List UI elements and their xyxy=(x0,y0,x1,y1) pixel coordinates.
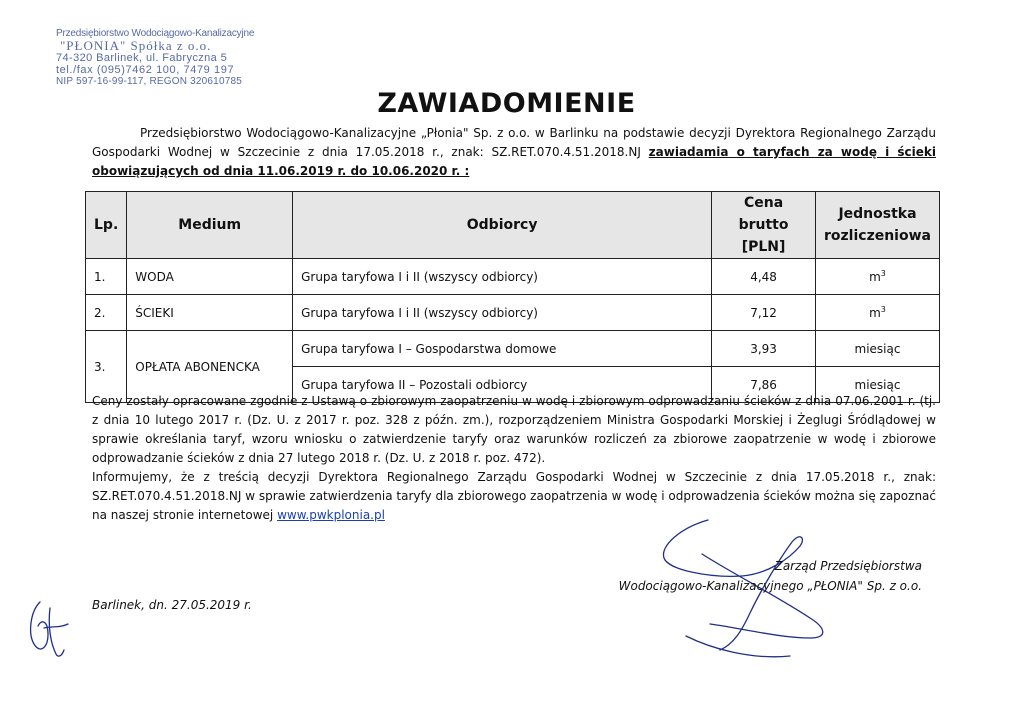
table-row xyxy=(86,295,940,331)
intro-emphasis: zawiadamia o taryfach za wodę i ścieki obowiązujących od dnia 11.06.2019 r. do 10.06.2020 r. : xyxy=(92,145,937,178)
intro-paragraph xyxy=(92,124,936,181)
stamp-line-4: tel./fax (095)7462 100, 7479 197 xyxy=(56,64,235,76)
stamp-line-2: "PŁONIA" Spółka z o.o. xyxy=(60,38,212,53)
row-lp: 2. xyxy=(86,295,127,331)
header-jednostka-line1: Jednostka xyxy=(838,206,917,222)
unit-sup: 3 xyxy=(880,305,886,314)
row-medium: WODA xyxy=(127,259,293,295)
paragraph-legal-basis: Ceny zostały opracowane zgodnie z Ustawą o zbiorowym zaopatrzeniu w wodę i zbiorowym odprowadzaniu ścieków z dnia 07.06.2001 r. (tj. z dnia 10 lutego 2017 r. (Dz. U. z 2017 r. poz. 328 z późn. zm.), rozporządzeniem Ministra Gospodarki Morskiej i Żeglugi Śródlądowej w sprawie określania taryf, wzoru wniosku o zatwierdzenie taryfy oraz warunków rozliczeń za zbiorowe zaopatrzenie w wodę i zbiorowe odprowadzanie ścieków z dnia 27 lutego 2018 r. (Dz. U. z 2018 r. poz. 472). xyxy=(92,394,936,465)
unit-text: m xyxy=(869,306,881,320)
row-lp: 3. xyxy=(86,331,127,403)
row-jednostka xyxy=(816,259,940,295)
row-odbiorcy: Grupa taryfowa II – Pozostali odbiorcy xyxy=(293,367,712,403)
website-link[interactable]: www.pwkplonia.pl xyxy=(277,508,385,522)
row-medium: OPŁATA ABONENCKA xyxy=(127,331,293,403)
body-text xyxy=(92,392,936,525)
row-jednostka: miesiąc xyxy=(816,367,940,403)
paragraph-information xyxy=(92,468,936,525)
document-title: ZAWIADOMIENIE xyxy=(377,88,636,119)
row-jednostka: miesiąc xyxy=(816,331,940,367)
signature-line-1: Zarząd Przedsiębiorstwa xyxy=(774,559,922,573)
row-odbiorcy: Grupa taryfowa I i II (wszyscy odbiorcy) xyxy=(293,295,712,331)
tariff-table xyxy=(85,191,940,403)
header-jednostka xyxy=(816,192,940,259)
stamp-line-1: Przedsiębiorstwo Wodociągowo-Kanalizacyjne xyxy=(56,28,255,39)
row-cena: 4,48 xyxy=(712,259,816,295)
row-cena: 7,86 xyxy=(712,367,816,403)
header-cena-line2: [PLN] xyxy=(741,239,786,255)
signature-line-2: Wodociągowo-Kanalizacyjnego „PŁONIA" Sp. z o.o. xyxy=(618,579,922,593)
company-stamp xyxy=(56,28,276,88)
header-medium: Medium xyxy=(127,192,293,259)
intro-text: Przedsiębiorstwo Wodociągowo-Kanalizacyjne „Płonia" Sp. z o.o. w Barlinku na podstawie decyzji Dyrektora Regionalnego Zarządu Gospodarki Wodnej w Szczecinie z dnia 17.05.2018 r., znak: SZ.RET.070.4.51.2018.NJ xyxy=(92,126,936,159)
row-medium: ŚCIEKI xyxy=(127,295,293,331)
stamp-line-5: NIP 597-16-99-117, REGON 320610785 xyxy=(56,76,242,87)
header-odbiorcy: Odbiorcy xyxy=(293,192,712,259)
paragraph-information-text: Informujemy, że z treścią decyzji Dyrektora Regionalnego Zarządu Gospodarki Wodnej w Szczecinie z dnia 17.05.2018 r., znak: SZ.RET.070.4.51.2018.NJ w sprawie zatwierdzenia taryfy dla zbiorowego zaopatrzenia w wodę i odprowadzenia ścieków można się zapoznać na naszej stronie internetowej xyxy=(92,470,936,522)
header-lp: Lp. xyxy=(86,192,127,259)
signature-block xyxy=(612,556,922,596)
stamp-line-3: 74-320 Barlinek, ul. Fabryczna 5 xyxy=(56,52,228,64)
row-jednostka xyxy=(816,295,940,331)
header-jednostka-line2: rozliczeniowa xyxy=(824,228,931,244)
place-and-date: Barlinek, dn. 27.05.2019 r. xyxy=(92,598,252,612)
row-odbiorcy: Grupa taryfowa I i II (wszyscy odbiorcy) xyxy=(293,259,712,295)
table-header-row xyxy=(86,192,940,259)
row-cena: 7,12 xyxy=(712,295,816,331)
header-cena-line1: Cena brutto xyxy=(738,195,789,233)
table-row xyxy=(86,259,940,295)
header-cena xyxy=(712,192,816,259)
table-row xyxy=(86,331,940,367)
row-odbiorcy: Grupa taryfowa I – Gospodarstwa domowe xyxy=(293,331,712,367)
unit-sup: 3 xyxy=(880,269,886,278)
row-cena: 3,93 xyxy=(712,331,816,367)
row-lp: 1. xyxy=(86,259,127,295)
initials-handwritten xyxy=(26,598,70,662)
unit-text: m xyxy=(869,270,881,284)
